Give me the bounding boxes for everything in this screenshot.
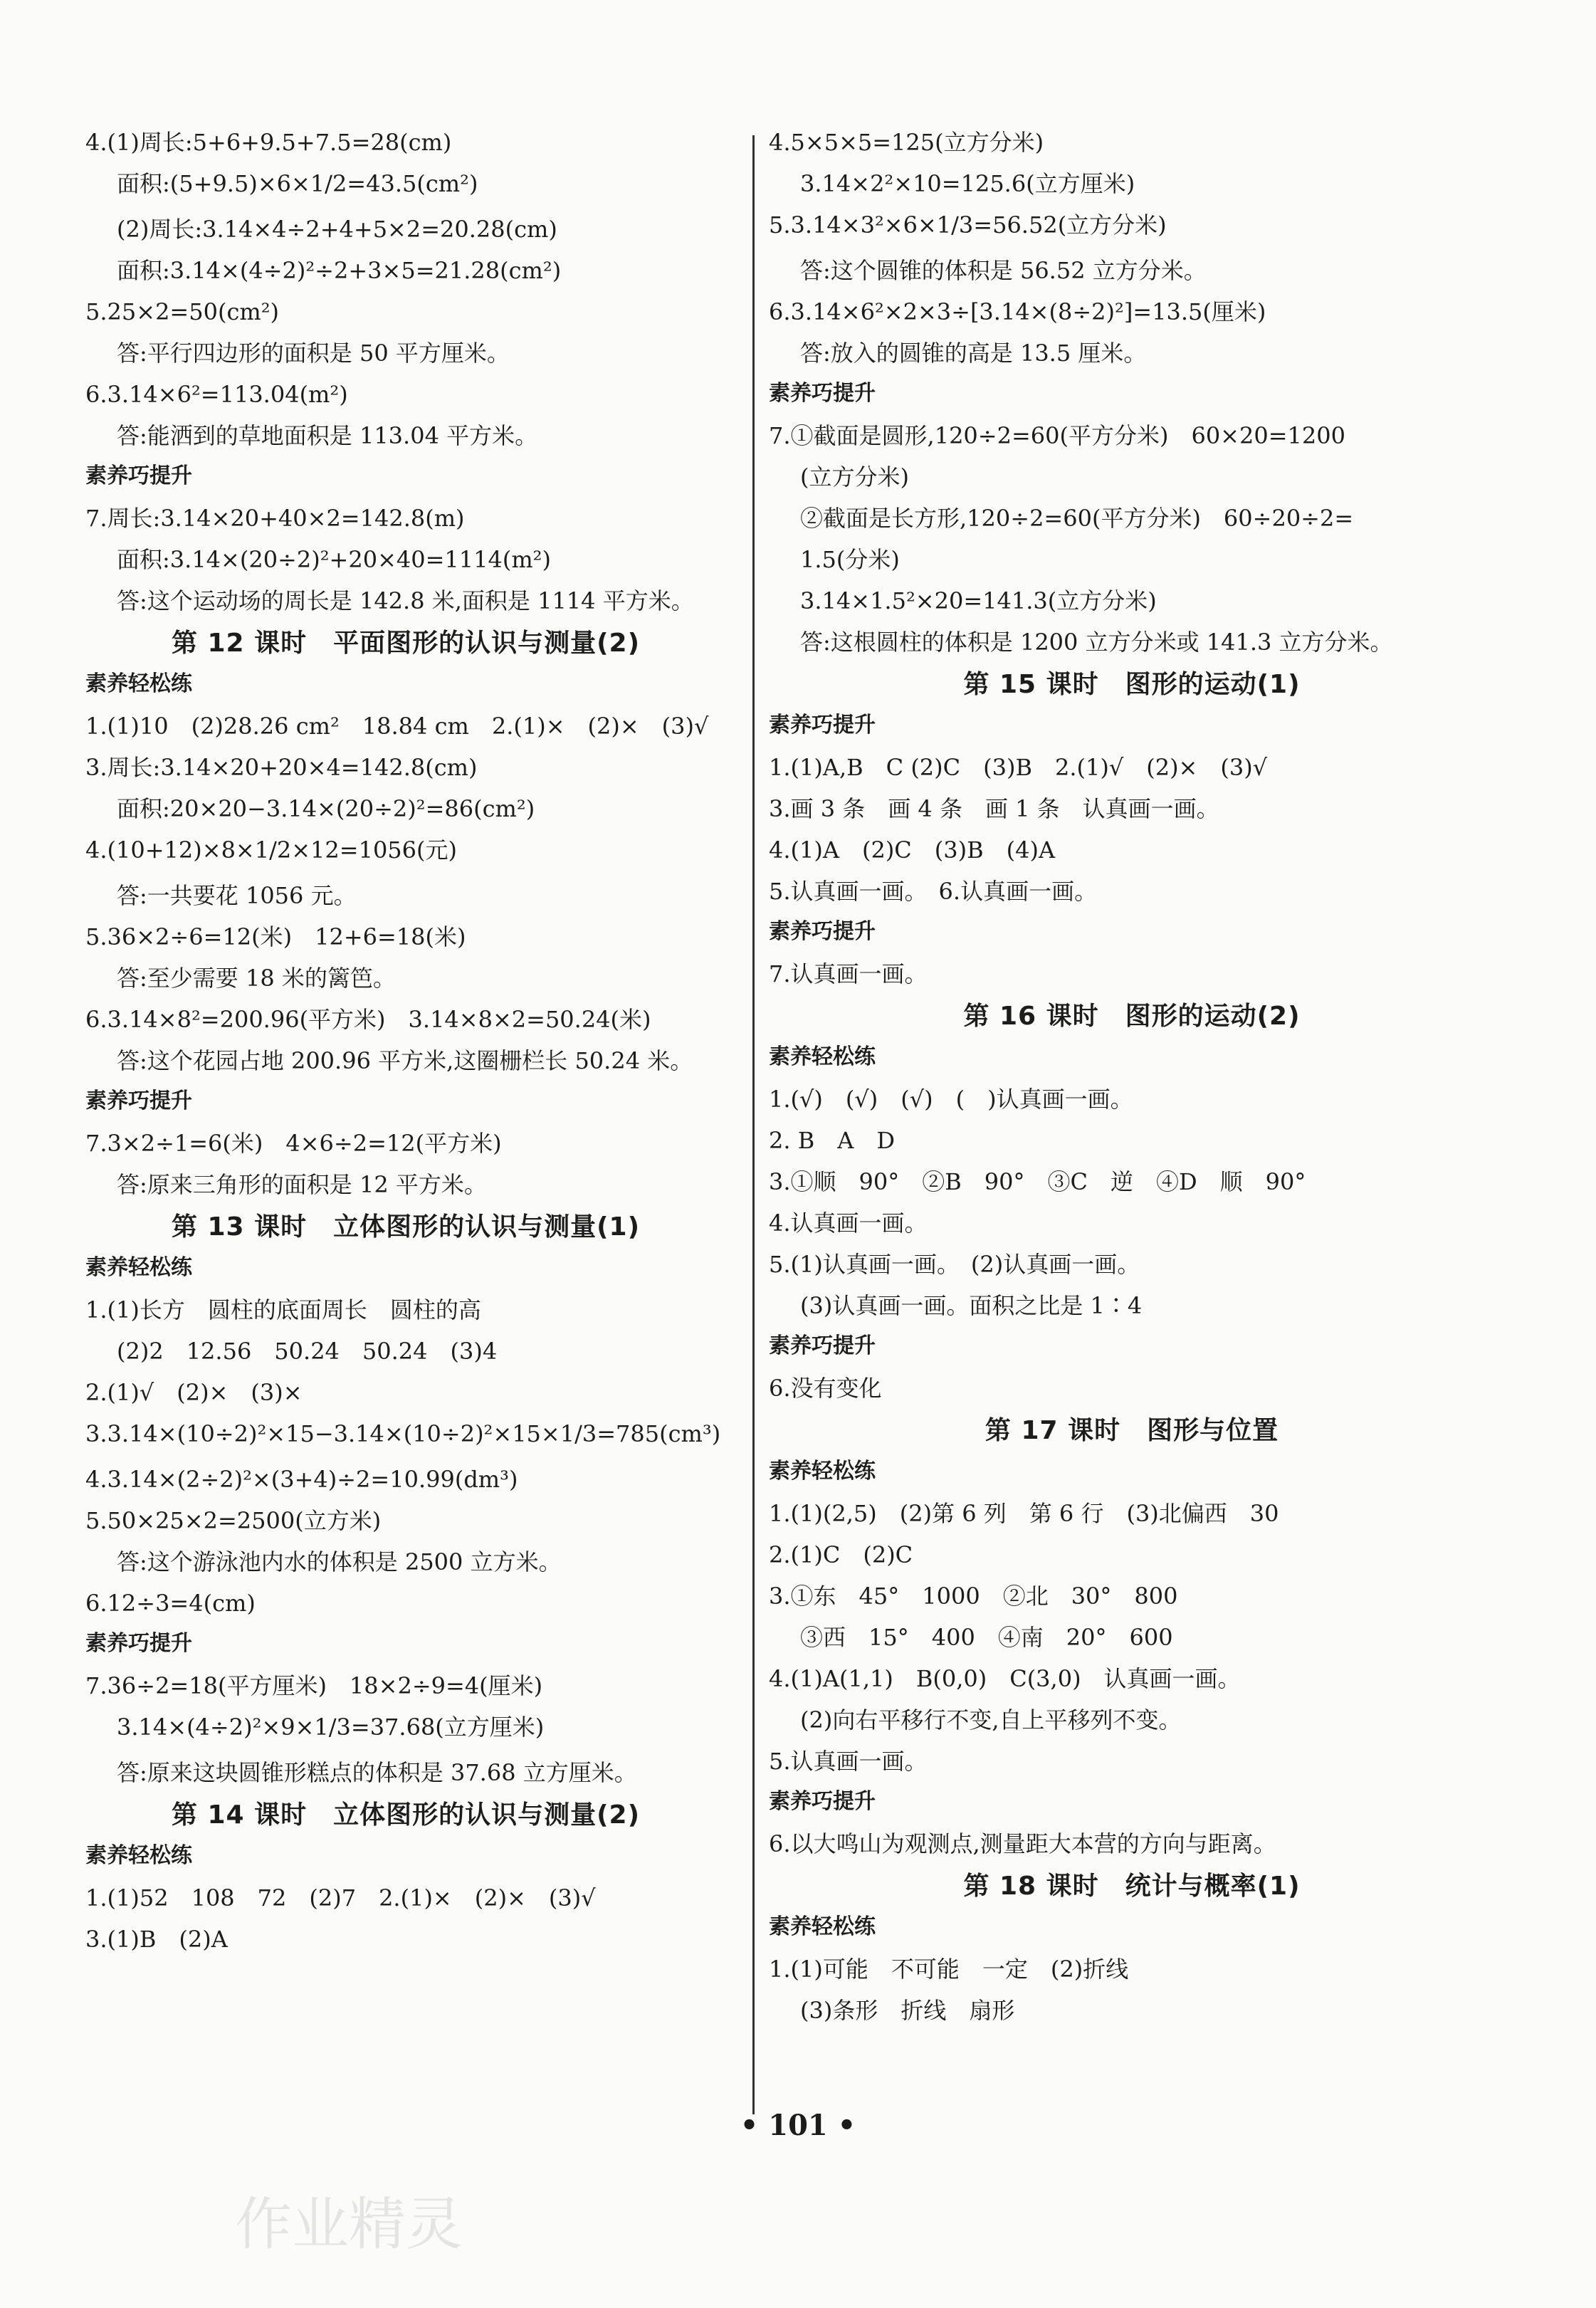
answer-line: 4.5×5×5=125(立方分米): [769, 129, 1044, 156]
subsection-heading: 素养轻松练: [769, 1044, 876, 1069]
subsection-heading: 素养轻松练: [85, 1843, 192, 1868]
section-title: 第 18 课时 统计与概率(1): [963, 1872, 1301, 1901]
answer-line: 1.(1)可能 不可能 一定 (2)折线: [769, 1956, 1129, 1983]
subsection-heading: 素养巧提升: [85, 463, 192, 488]
answer-line: 面积:(5+9.5)×6×1/2=43.5(cm²): [117, 170, 478, 197]
subsection-heading: 素养巧提升: [769, 1789, 876, 1814]
answer-line: (2)周长:3.14×4÷2+4+5×2=20.28(cm): [117, 216, 557, 243]
answer-line: 4.(1)周长:5+6+9.5+7.5=28(cm): [85, 129, 452, 156]
answer-line: 3.14×(4÷2)²×9×1/3=37.68(立方厘米): [117, 1714, 545, 1741]
answer-line: 6.3.14×6²×2×3÷[3.14×(8÷2)²]=13.5(厘米): [769, 298, 1266, 325]
section-title: 第 14 课时 立体图形的认识与测量(2): [171, 1800, 641, 1830]
answer-line: 2. B A D: [769, 1127, 895, 1154]
answer-line: 7.周长:3.14×20+40×2=142.8(m): [85, 505, 465, 532]
answer-line: 4.认真画一画。: [769, 1210, 928, 1237]
answer-line: 4.(1)A(1,1) B(0,0) C(3,0) 认真画一画。: [769, 1665, 1241, 1692]
subsection-heading: 素养巧提升: [769, 1333, 876, 1358]
answer-line: (2)向右平移行不变,自上平移列不变。: [800, 1706, 1182, 1733]
answer-line: 6.以大鸣山为观测点,测量距大本营的方向与距离。: [769, 1830, 1276, 1857]
watermark-text: 作业精灵: [235, 2191, 463, 2257]
answer-line: 答:这个花园占地 200.96 平方米,这圈栅栏长 50.24 米。: [117, 1047, 693, 1074]
subsection-heading: 素养巧提升: [769, 713, 876, 738]
answer-line: 3.画 3 条 画 4 条 画 1 条 认真画一画。: [769, 795, 1219, 822]
answer-line: 3.①顺 90° ②B 90° ③C 逆 ④D 顺 90°: [769, 1168, 1306, 1195]
right-column: [769, 128, 1495, 2037]
answer-line: 答:这个运动场的周长是 142.8 米,面积是 1114 平方米。: [117, 587, 694, 614]
answer-line: 7.36÷2=18(平方厘米) 18×2÷9=4(厘米): [85, 1672, 543, 1699]
column-divider: [752, 135, 755, 2114]
answer-line: 3.14×1.5²×20=141.3(立方分米): [800, 587, 1157, 614]
answer-line: 答:原来三角形的面积是 12 平方米。: [117, 1171, 487, 1198]
page-number: • 101 •: [740, 2109, 856, 2142]
answer-line: 答:这根圆柱的体积是 1200 立方分米或 141.3 立方分米。: [800, 629, 1393, 656]
subsection-heading: 素养轻松练: [769, 1914, 876, 1939]
subsection-heading: 素养巧提升: [85, 1631, 192, 1656]
answer-line: (3)条形 折线 扇形: [800, 1997, 1015, 2024]
answer-line: 5.认真画一画。 6.认真画一画。: [769, 878, 1098, 905]
answer-line: 5.(1)认真画一画。 (2)认真画一画。: [769, 1251, 1140, 1278]
answer-line: 3.①东 45° 1000 ②北 30° 800: [769, 1583, 1178, 1610]
answer-line: 6.12÷3=4(cm): [85, 1590, 256, 1617]
answer-line: ②截面是长方形,120÷2=60(平方分米) 60÷20÷2=: [800, 505, 1354, 532]
answer-line: 1.(1)A,B C (2)C (3)B 2.(1)√ (2)× (3)√: [769, 754, 1268, 781]
answer-line: 5.认真画一画。: [769, 1748, 928, 1775]
subsection-heading: 素养轻松练: [85, 671, 192, 696]
answer-line: 2.(1)√ (2)× (3)×: [85, 1379, 303, 1406]
answer-line: 3.3.14×(10÷2)²×15−3.14×(10÷2)²×15×1/3=785(cm³): [85, 1420, 721, 1447]
answer-line: 6.没有变化: [769, 1375, 882, 1402]
answer-line: (2)2 12.56 50.24 50.24 (3)4: [117, 1338, 498, 1365]
answer-line: 答:原来这块圆锥形糕点的体积是 37.68 立方厘米。: [117, 1759, 637, 1786]
section-title: 第 16 课时 图形的运动(2): [963, 1002, 1301, 1031]
answer-line: 答:这个游泳池内水的体积是 2500 立方米。: [117, 1548, 562, 1575]
answer-line: 5.3.14×3²×6×1/3=56.52(立方分米): [769, 211, 1167, 238]
answer-line: 4.3.14×(2÷2)²×(3+4)÷2=10.99(dm³): [85, 1466, 518, 1493]
answer-line: (立方分米): [800, 463, 909, 491]
section-title: 第 12 课时 平面图形的认识与测量(2): [171, 629, 641, 658]
subsection-heading: 素养巧提升: [769, 381, 876, 406]
answer-line: 5.25×2=50(cm²): [85, 298, 280, 325]
answer-line: 1.(1)52 108 72 (2)7 2.(1)× (2)× (3)√: [85, 1884, 596, 1911]
answer-line: 1.(1)(2,5) (2)第 6 列 第 6 行 (3)北偏西 30: [769, 1500, 1279, 1527]
subsection-heading: 素养轻松练: [85, 1255, 192, 1280]
answer-line: 5.50×25×2=2500(立方米): [85, 1507, 382, 1534]
answer-line: 5.36×2÷6=12(米) 12+6=18(米): [85, 923, 466, 950]
answer-line: 答:一共要花 1056 元。: [117, 882, 357, 909]
answer-line: (3)认真画一画。面积之比是 1∶4: [800, 1292, 1143, 1319]
answer-line: 7.认真画一画。: [769, 960, 928, 987]
answer-line: 7.①截面是圆形,120÷2=60(平方分米) 60×20=1200: [769, 422, 1345, 449]
answer-line: 答:能洒到的草地面积是 113.04 平方米。: [117, 422, 538, 449]
subsection-heading: 素养巧提升: [85, 1089, 192, 1113]
answer-line: 1.(1)10 (2)28.26 cm² 18.84 cm 2.(1)× (2)× (3)√: [85, 713, 709, 740]
answer-line: 4.(10+12)×8×1/2×12=1056(元): [85, 836, 457, 864]
section-title: 第 17 课时 图形与位置: [985, 1416, 1279, 1445]
answer-line: 答:这个圆锥的体积是 56.52 立方分米。: [800, 257, 1207, 284]
answer-line: ③西 15° 400 ④南 20° 600: [800, 1624, 1173, 1651]
section-title: 第 13 课时 立体图形的认识与测量(1): [171, 1212, 641, 1242]
subsection-heading: 素养巧提升: [769, 919, 876, 944]
section-title: 第 15 课时 图形的运动(1): [963, 670, 1301, 699]
answer-line: 面积:20×20−3.14×(20÷2)²=86(cm²): [117, 795, 535, 822]
answer-line: 面积:3.14×(20÷2)²+20×40=1114(m²): [117, 546, 551, 573]
answer-line: 1.(√) (√) (√) ( )认真画一画。: [769, 1086, 1133, 1113]
answer-line: 答:至少需要 18 米的篱笆。: [117, 965, 396, 992]
left-column: [85, 128, 726, 1966]
subsection-heading: 素养轻松练: [769, 1459, 876, 1484]
answer-line: 3.14×2²×10=125.6(立方厘米): [800, 170, 1135, 197]
answer-line: 6.3.14×8²=200.96(平方米) 3.14×8×2=50.24(米): [85, 1006, 651, 1033]
answer-line: 1.5(分米): [800, 546, 900, 573]
answer-line: 答:平行四边形的面积是 50 平方厘米。: [117, 340, 510, 367]
answer-line: 面积:3.14×(4÷2)²÷2+3×5=21.28(cm²): [117, 257, 562, 284]
answer-line: 3.周长:3.14×20+20×4=142.8(cm): [85, 754, 478, 781]
answer-line: 6.3.14×6²=113.04(m²): [85, 381, 348, 408]
answer-line: 答:放入的圆锥的高是 13.5 厘米。: [800, 340, 1147, 367]
answer-line: 7.3×2÷1=6(米) 4×6÷2=12(平方米): [85, 1130, 502, 1157]
answer-line: 4.(1)A (2)C (3)B (4)A: [769, 836, 1056, 864]
answer-line: 1.(1)长方 圆柱的底面周长 圆柱的高: [85, 1296, 481, 1323]
answer-line: 2.(1)C (2)C: [769, 1541, 913, 1568]
answer-line: 3.(1)B (2)A: [85, 1926, 228, 1953]
